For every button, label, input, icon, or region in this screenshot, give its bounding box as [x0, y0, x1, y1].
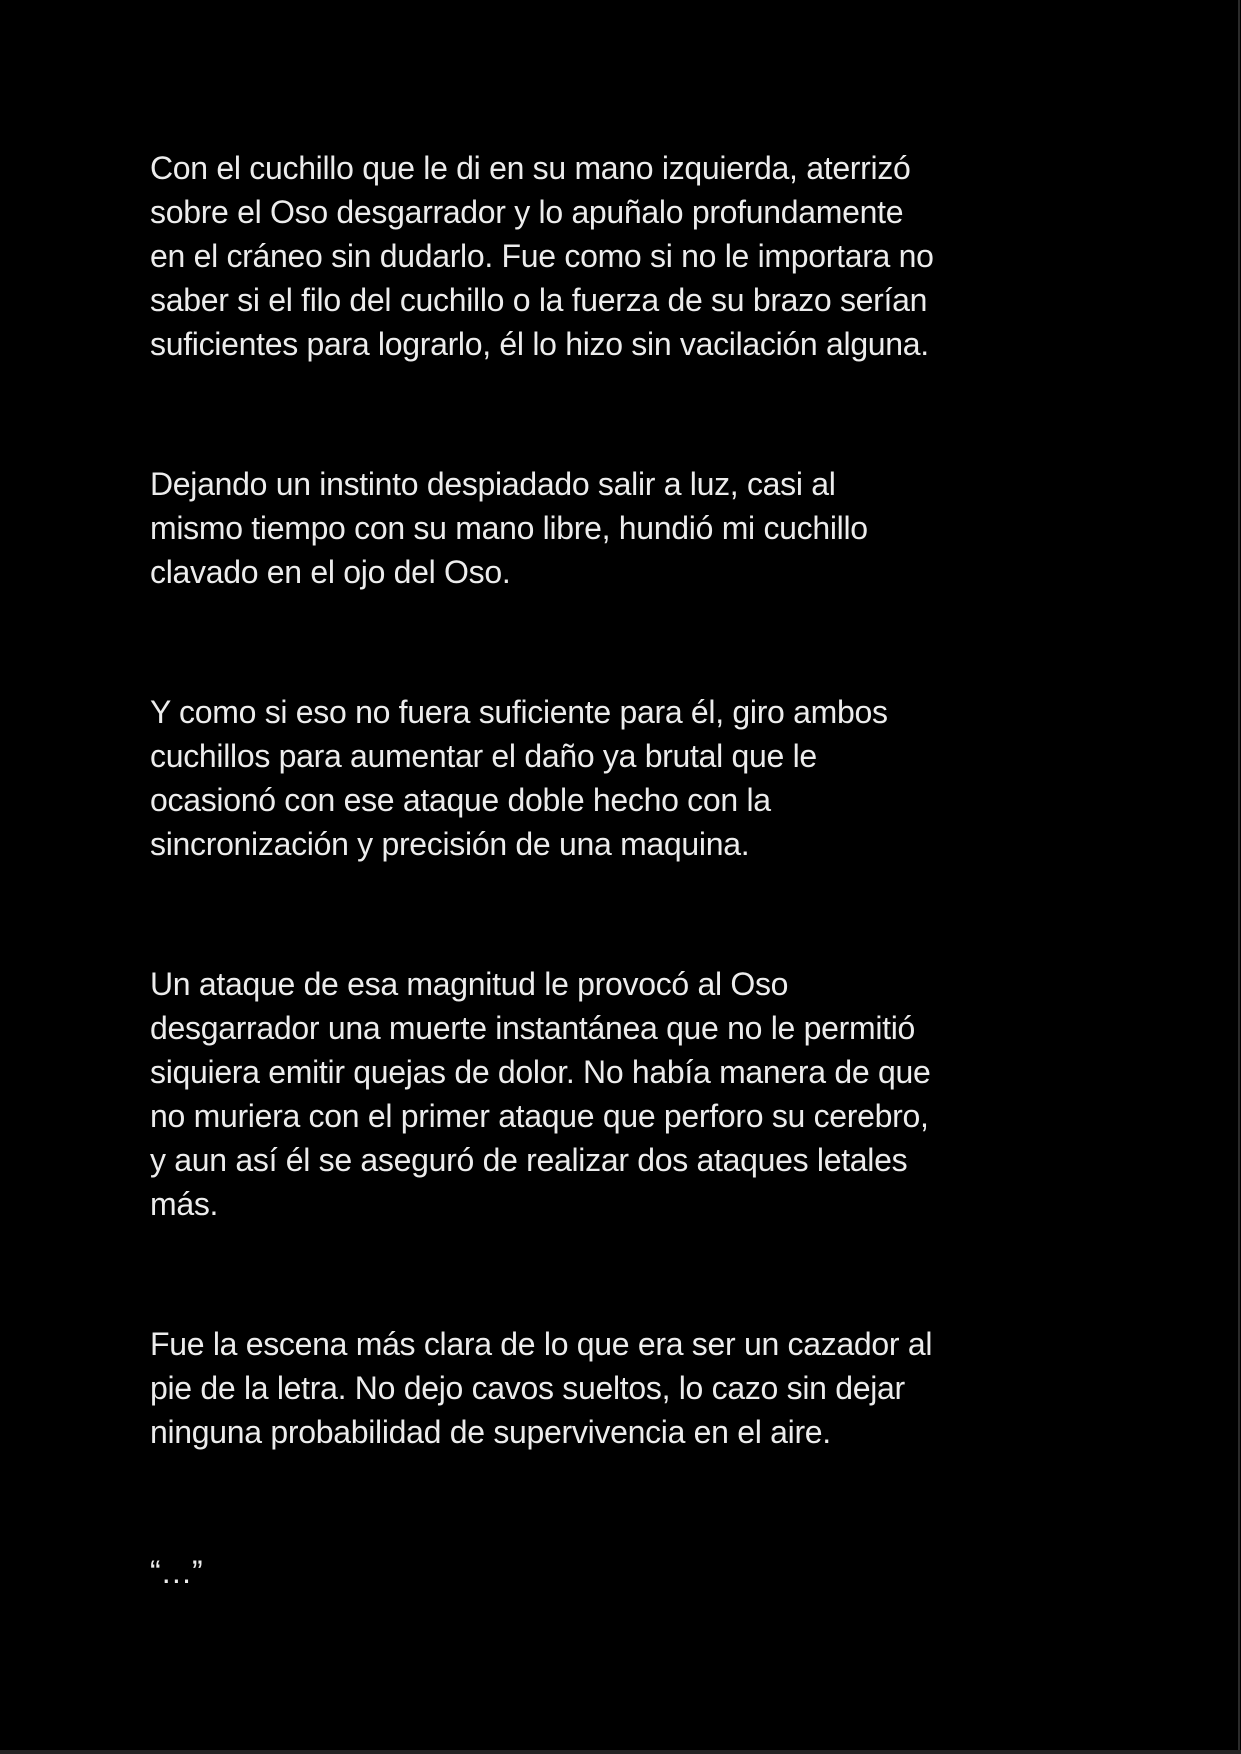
paragraph: Dejando un instinto despiadado salir a luz, casi al mismo tiempo con su mano libre, hundió mi cuchillo clavado en el ojo del Oso. [150, 466, 868, 590]
paragraph: Con el cuchillo que le di en su mano izquierda, aterrizó sobre el Oso desgarrador y lo apuñalo profundamente en el cráneo sin dudarlo. Fue como si no le importara no saber si el filo del cuchillo o la fuerza de su brazo serían suficientes para lograrlo, él lo hizo sin vacilación alguna. [150, 150, 934, 362]
bottom-edge-divider [0, 1750, 1241, 1754]
paragraph: Y como si eso no fuera suficiente para él, giro ambos cuchillos para aumentar el daño ya brutal que le ocasionó con ese ataque doble hecho con la sincronización y precisión de una maquina. [150, 694, 888, 862]
paragraph: Fue la escena más clara de lo que era ser un cazador al pie de la letra. No dejo cavos sueltos, lo cazo sin dejar ninguna probabilidad de supervivencia en el aire. [150, 1326, 933, 1450]
closing-quote: “…” [150, 1554, 203, 1590]
scrollbar-track[interactable] [1238, 0, 1240, 1754]
paragraph: Un ataque de esa magnitud le provocó al Oso desgarrador una muerte instantánea que no le permitió siquiera emitir quejas de dolor. No había manera de que no muriera con el primer ataque que perforo su cerebro, y aun así él se aseguró de realizar dos ataques letales más. [150, 966, 931, 1222]
page-text [150, 146, 1150, 1690]
